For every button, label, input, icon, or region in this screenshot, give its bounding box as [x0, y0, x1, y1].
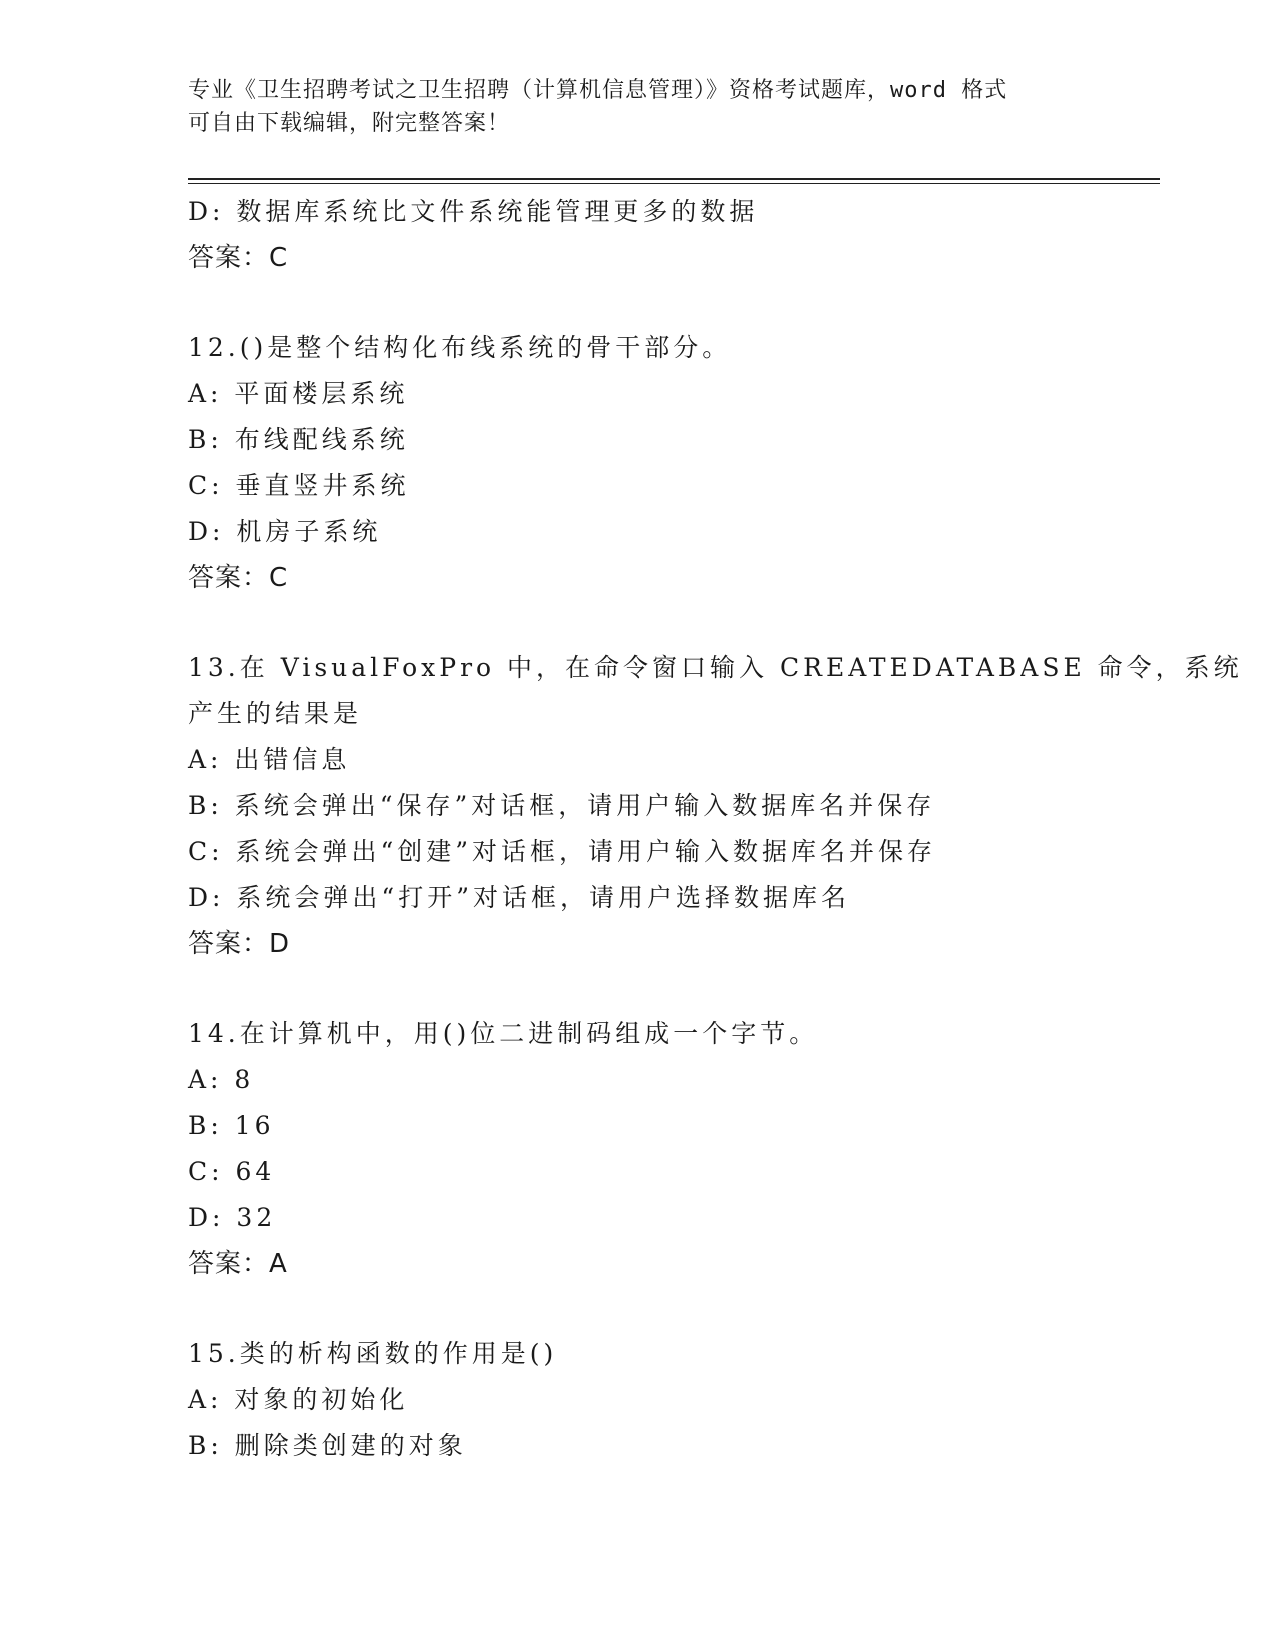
question-12 — [188, 325, 1088, 601]
option-d: D: 系统会弹出“打开”对话框，请用户选择数据库名 — [188, 883, 850, 912]
option-d: D: 机房子系统 — [188, 517, 382, 546]
question-14 — [188, 1011, 1088, 1287]
header-line-2: 可自由下载编辑，附完整答案！ — [188, 111, 511, 136]
option-a: A: 8 — [188, 1065, 255, 1094]
option-b: B: 删除类创建的对象 — [188, 1431, 467, 1460]
question-13 — [188, 645, 1243, 967]
header-line-1: 专业《卫生招聘考试之卫生招聘（计算机信息管理）》资格考试题库，word 格式 — [188, 78, 1008, 103]
option-b: B: 系统会弹出“保存”对话框，请用户输入数据库名并保存 — [188, 791, 936, 820]
option-d: D: 数据库系统比文件系统能管理更多的数据 — [188, 197, 759, 226]
option-c: C: 垂直竖井系统 — [188, 471, 410, 500]
answer-label: 答案：C — [188, 563, 289, 593]
question-text-line-1: 13.在 VisualFoxPro 中，在命令窗口输入 CREATEDATABASE 命令，系统 — [188, 653, 1243, 682]
question-11-tail — [188, 189, 1088, 281]
document-header — [188, 74, 1068, 140]
answer-label: 答案：A — [188, 1249, 288, 1279]
option-a: A: 出错信息 — [188, 745, 351, 774]
answer-label: 答案：D — [188, 929, 291, 959]
question-text: 12.()是整个结构化布线系统的骨干部分。 — [188, 333, 732, 362]
question-15 — [188, 1331, 1088, 1469]
option-c: C: 系统会弹出“创建”对话框，请用户输入数据库名并保存 — [188, 837, 937, 866]
header-divider-thick — [188, 178, 1160, 180]
question-text: 15.类的析构函数的作用是() — [188, 1339, 558, 1368]
option-a: A: 平面楼层系统 — [188, 379, 409, 408]
option-c: C: 64 — [188, 1157, 276, 1186]
header-divider-thin — [188, 183, 1160, 184]
question-list — [188, 189, 1243, 1469]
option-b: B: 16 — [188, 1111, 275, 1140]
option-a: A: 对象的初始化 — [188, 1385, 409, 1414]
question-text-line-2: 产生的结果是 — [188, 699, 363, 728]
question-text: 14.在计算机中，用()位二进制码组成一个字节。 — [188, 1019, 819, 1048]
option-b: B: 布线配线系统 — [188, 425, 409, 454]
option-d: D: 32 — [188, 1203, 277, 1232]
answer-label: 答案：C — [188, 243, 289, 273]
